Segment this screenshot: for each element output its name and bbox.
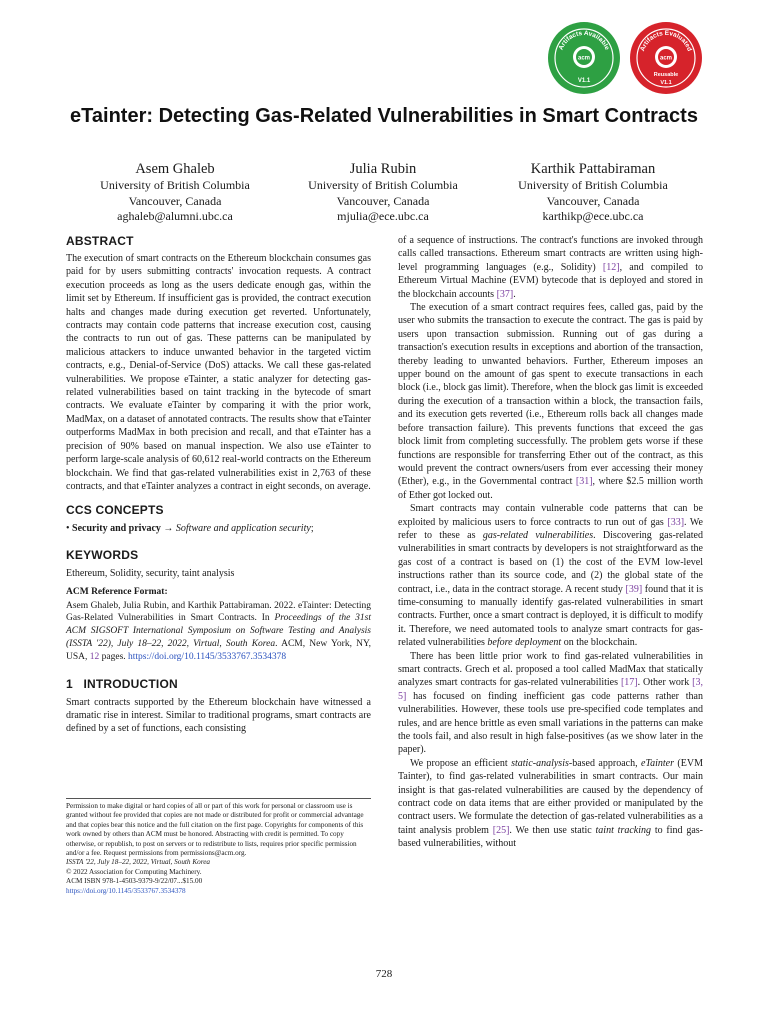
citation-link[interactable]: [3, 5] bbox=[398, 677, 704, 702]
abstract-heading: ABSTRACT bbox=[66, 234, 134, 248]
author-3 bbox=[488, 160, 698, 225]
svg-text:acm: acm bbox=[577, 55, 591, 62]
reference-text: Asem Ghaleb, Julia Rubin, and Karthik Pattabiraman. 2022. eTainter: Detecting Gas-Related Vulnerabilities in Smart Contracts. In Proceedings of the 31st ACM SIGSOFT International Symposium on Software Testing and Analysis (ISSTA '22), July 18–22, 2022, Virtual, South Korea. ACM, New York, NY, USA, 12 pages. https://doi.org/10.1145/3533767.3534378 bbox=[66, 600, 371, 662]
author-name: Julia Rubin bbox=[349, 161, 417, 177]
ccs-end: ; bbox=[310, 523, 314, 535]
author-location: Vancouver, Canada bbox=[546, 193, 640, 208]
author-affiliation: University of British Columbia bbox=[518, 178, 668, 192]
author-location: Vancouver, Canada bbox=[336, 193, 430, 208]
citation-link[interactable]: [31] bbox=[575, 476, 593, 488]
author-location: Vancouver, Canada bbox=[128, 193, 222, 208]
citation-link[interactable]: [25] bbox=[492, 824, 510, 836]
svg-text:acm: acm bbox=[659, 55, 673, 62]
ccs-arrow: → bbox=[163, 523, 174, 535]
acm-badge-icon bbox=[628, 20, 704, 96]
author-name: Asem Ghaleb bbox=[135, 161, 215, 177]
abstract-text: The execution of smart contracts on the Ethereum blockchain consumes gas paid for by users submitting contracts' invocation requests. A contract execution proceeds as long as the users dedicate enough gas, within the limit set by Ethereum. If insufficient gas is provided, the contract execution halts and changes made during execution get reverted. Unfortunately, contracts may contain code patterns that increase execution cost, causing the contracts to run out of gas. These patterns can be manipulated by malicious attackers to induce unwanted behavior in the targeted victim contracts, e.g., Denial-of-Service (DoS) attacks. We call these gas-related vulnerabilities. We propose eTainter, a static analyzer for detecting gas-related vulnerabilities based on taint tracking in the bytecode of smart contracts. We evaluate eTainter by comparing it with the prior work, MadMax, on a dataset of annotated contracts. The results show that eTainter outperforms MadMax in both precision and recall, and that eTainter has a precision of 90% based on manual inspection. We also use eTainter to perform large-scale analysis of 60,612 real-world contracts on the Ethereum blockchain. We find that gas-related vulnerabilities exist in 2,763 of these contracts, and that eTainter analyzes a contract in eight seconds, on average. bbox=[66, 253, 371, 492]
citation-link[interactable]: [17] bbox=[620, 677, 638, 689]
reference-venue: Proceedings of the 31st ACM SIGSOFT International Symposium on Software Testing and Analysis (ISSTA '22), July 18–22, 2022, Virtual, South Korea bbox=[66, 613, 371, 649]
citation-link[interactable]: [12] bbox=[602, 261, 620, 273]
ccs-concepts bbox=[66, 522, 371, 535]
body-paragraph-5: We propose an efficient static-analysis-based approach, eTainter (EVM Tainter), to find gas-related vulnerabilities in smart contracts. Our main insight is that gas-related vulnerabilities are caused by the dependency of contract code on data items that are either provided or manipulated by the contract users. We formulate the detection of gas-related vulnerabilities as a taint analysis problem [25]. We then use static taint tracking to find gas-based vulnerabilities, without bbox=[398, 757, 703, 850]
artifact-badges bbox=[546, 20, 706, 100]
badge-evaluated-version: V1.1 bbox=[660, 80, 672, 86]
author-email[interactable]: mjulia@ece.ubc.ca bbox=[337, 209, 429, 223]
badge-evaluated-sub: Reusable bbox=[653, 72, 679, 78]
footer-doi-link[interactable]: https://doi.org/10.1145/3533767.3534378 bbox=[66, 886, 186, 895]
body-paragraph-4: There has been little prior work to find gas-related vulnerabilities in smart contracts. Grech et al. proposed a tool called MadMax that statically analyzes smart contracts for gas-related vulnerabilities [17]. Other work [3, 5] has focused on finding inefficient gas code patterns rather than vulnerabilities. However, these tools use pre-specified code templates and rules, and are hence brittle as even small variations in the patterns can make the tools fail, and also result in high false-positives (as we show later in the paper). bbox=[398, 650, 704, 756]
intro-paragraph: Smart contracts supported by the Ethereum blockchain have witnessed a dramatic rise in interest. Similar to traditional programs, smart contracts are defined by a set of functions, each consisting bbox=[66, 696, 371, 735]
author-2 bbox=[278, 160, 488, 225]
introduction-heading: 1 INTRODUCTION bbox=[66, 676, 178, 691]
permission-text: Permission to make digital or hard copies of all or part of this work for personal or classroom use is granted without fee provided that copies are not made or distributed for profit or commercial advantage and that copies bear this notice and the full citation on the first page. Copyrights for components of this work owned by others than ACM must be honored. Abstracting with credit is permitted. To copy otherwise, or republish, to post on servers or to redistribute to lists, requires prior specific permission and/or a fee. Request permissions from permissions@acm.org. bbox=[66, 802, 364, 858]
footer-copyright: © 2022 Association for Computing Machinery. bbox=[66, 867, 202, 876]
body-paragraph-3: Smart contracts may contain vulnerable code patterns that can be exploited by malicious users to force contracts to run out of gas [33]. We refer to these as gas-related vulnerabilities. Discovering gas-related vulnerabilities in smart contracts by developers is not straightforward as the gas cost of a contract is based on (1) the cost of the EVM low-level instructions rather than its source code, and (2) the global state of the contract, i.e., data in the contract storage. A recent study [39] found that it is time-consuming to manually identify gas-related vulnerabilities in smart contracts. Further, once a smart contract is deployed, it is difficult to modify it. Therefore, we need automated tools to analyze smart contracts for gas-related vulnerabilities before deployment on the blockchain. bbox=[398, 503, 703, 649]
badge-evaluated-text: Artifacts Evaluated bbox=[639, 29, 693, 53]
reference-pages-link[interactable]: 12 bbox=[89, 651, 100, 662]
ccs-bullet: • bbox=[66, 523, 70, 535]
keywords-heading: KEYWORDS bbox=[66, 547, 139, 562]
author-email[interactable]: aghaleb@alumni.ubc.ca bbox=[117, 209, 233, 223]
citation-link[interactable]: [37] bbox=[496, 288, 514, 300]
keywords-text: Ethereum, Solidity, security, taint analysis bbox=[66, 567, 235, 579]
artifacts-evaluated-badge bbox=[628, 20, 704, 96]
acm-badge-icon bbox=[546, 20, 622, 96]
ccs-italic: Software and application security bbox=[175, 523, 311, 535]
citation-link[interactable]: [33] bbox=[667, 516, 685, 528]
body-paragraph-1: of a sequence of instructions. The contract's functions are invoked through calls called transactions. Ethereum smart contracts are written using high-level programming languages (e.g., Solidity) [12], and compiled to Ethereum Virtual Machine (EVM) bytecode that is deployed and stored in the blockchain accounts [37]. bbox=[398, 235, 703, 300]
permission-footer bbox=[66, 798, 371, 896]
citation-link[interactable]: [39] bbox=[625, 583, 643, 595]
badge-available-text: Artifacts Available bbox=[557, 29, 611, 52]
right-column bbox=[398, 234, 703, 851]
author-name: Karthik Pattabiraman bbox=[530, 161, 656, 177]
author-affiliation: University of British Columbia bbox=[100, 178, 250, 192]
reference-heading: ACM Reference Format: bbox=[66, 587, 168, 598]
footer-isbn: ACM ISBN 978-1-4503-9379-9/22/07...$15.00 bbox=[66, 877, 203, 886]
ccs-heading: CCS CONCEPTS bbox=[66, 503, 164, 518]
body-paragraph-2: The execution of a smart contract requires fees, called gas, paid by the user who submits the transaction to execute the contract. The gas is paid by users upon transaction submission. Running out of gas during a transaction's execution results in exceptions and abortion of the transaction, thereby leading to unwanted behaviors. Further, Ethereum imposes an upper bound on the amount of gas spent to execute transactions in each block (i.e., block gas limit). Therefore, when the block gas limit is exceeded during the execution of a transaction within a block, the transaction fails, and its execution gets reverted (i.e., Ethereum rolls back all changes made before transaction failure). This prevents functions that exceed the gas block limit from completing successfully. The problem gets worse if these functions are responsible for transferring Ether out of the contract, as this would prevent the contract owners/users from ever accessing their money (Ether), e.g., in the Governmental contract [31], where $2.5 million worth of Ether got locked out. bbox=[398, 302, 704, 501]
paper-title: eTainter: Detecting Gas-Related Vulnerabilities in Smart Contracts bbox=[70, 105, 698, 127]
badge-available-version: V1.1 bbox=[577, 78, 591, 84]
author-block bbox=[70, 160, 698, 230]
left-column bbox=[66, 234, 371, 736]
reference-doi-link[interactable]: https://doi.org/10.1145/3533767.3534378 bbox=[128, 651, 287, 662]
page-number: 728 bbox=[375, 968, 393, 980]
author-affiliation: University of British Columbia bbox=[308, 178, 458, 192]
ccs-bold: Security and privacy bbox=[72, 523, 161, 535]
author-1 bbox=[70, 160, 280, 225]
author-email[interactable]: karthikp@ece.ubc.ca bbox=[542, 209, 644, 223]
footer-conf: ISSTA '22, July 18–22, 2022, Virtual, South Korea bbox=[66, 858, 211, 867]
artifacts-available-badge bbox=[546, 20, 622, 96]
